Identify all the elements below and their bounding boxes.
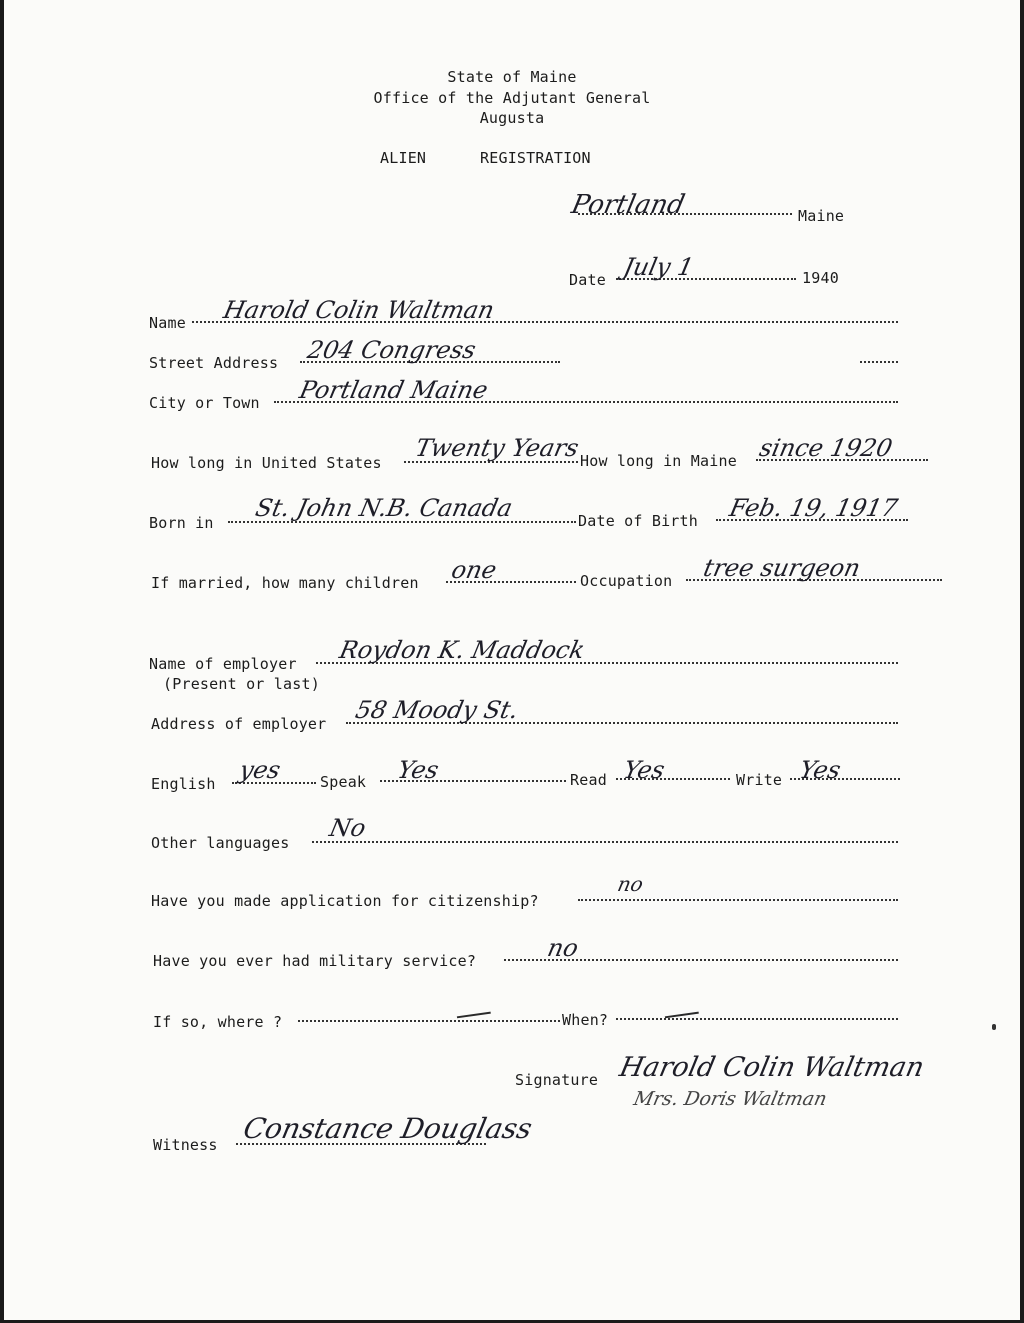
- how-long-maine-label: How long in Maine: [580, 452, 737, 470]
- employer-address-label: Address of employer: [151, 715, 327, 733]
- write-value: Yes: [797, 756, 844, 784]
- scan-border-left: [0, 0, 4, 1323]
- name-value: Harold Colin Waltman: [221, 296, 497, 324]
- speak-label: Speak: [320, 773, 367, 791]
- other-languages-dots: [312, 839, 898, 843]
- city-label: City or Town: [149, 394, 260, 412]
- occupation-label: Occupation: [580, 572, 673, 590]
- date-year: 1940: [802, 269, 839, 287]
- read-label: Read: [570, 771, 607, 789]
- scan-speck: [992, 1024, 996, 1030]
- signature-value: Harold Colin Waltman: [616, 1052, 927, 1083]
- header-city: Augusta: [479, 109, 545, 127]
- street-value: 204 Congress: [305, 336, 479, 364]
- citizenship-dots: [578, 897, 898, 901]
- military-value: no: [545, 934, 581, 962]
- signature-label: Signature: [515, 1071, 599, 1089]
- name-label: Name: [149, 314, 186, 332]
- born-in-label: Born in: [149, 514, 214, 532]
- place-dots: [578, 211, 792, 215]
- occupation-value: tree surgeon: [701, 554, 863, 582]
- employer-address-value: 58 Moody St.: [353, 696, 521, 724]
- when-dots: [616, 1016, 898, 1020]
- when-label: When?: [562, 1011, 609, 1029]
- date-value: July 1: [621, 253, 697, 281]
- write-label: Write: [736, 771, 783, 789]
- how-long-us-value: Twenty Years: [413, 434, 582, 462]
- witness-label: Witness: [153, 1136, 218, 1154]
- witness-value: Constance Douglass: [240, 1112, 535, 1145]
- city-value: Portland Maine: [297, 376, 491, 404]
- english-label: English: [151, 775, 216, 793]
- dob-value: Feb. 19, 1917: [727, 494, 901, 522]
- header-office: Office of the Adjutant General: [373, 89, 651, 107]
- street-dots-end: [860, 359, 898, 363]
- header-state: State of Maine: [447, 68, 577, 86]
- employer-value: Roydon K. Maddock: [337, 636, 588, 664]
- scan-border-right: [1020, 0, 1024, 1323]
- speak-value: Yes: [395, 756, 442, 784]
- how-long-maine-value: since 1920: [757, 434, 895, 462]
- military-label: Have you ever had military service?: [153, 952, 477, 970]
- place-value: Portland: [568, 190, 688, 220]
- how-long-us-label: How long in United States: [151, 454, 382, 472]
- signature-second: Mrs. Doris Waltman: [631, 1088, 829, 1110]
- street-label: Street Address: [149, 354, 279, 372]
- other-languages-value: No: [327, 814, 369, 842]
- english-value: yes: [237, 756, 284, 784]
- date-label: Date: [569, 271, 606, 289]
- citizenship-label: Have you made application for citizenship?: [151, 892, 539, 910]
- employer-sublabel: (Present or last): [163, 675, 320, 693]
- title-alien: ALIEN: [380, 149, 427, 167]
- where-dots: [298, 1018, 560, 1022]
- children-value: one: [449, 556, 500, 584]
- employer-label: Name of employer: [149, 655, 297, 673]
- where-label: If so, where ?: [153, 1013, 283, 1031]
- where-dash-mark: [455, 1000, 491, 1019]
- title-registration: REGISTRATION: [480, 149, 591, 167]
- children-label: If married, how many children: [151, 574, 419, 592]
- born-in-value: St. John N.B. Canada: [253, 494, 516, 522]
- dob-label: Date of Birth: [578, 512, 698, 530]
- other-languages-label: Other languages: [151, 834, 290, 852]
- citizenship-value: no: [615, 872, 646, 896]
- read-value: Yes: [621, 756, 668, 784]
- place-suffix: Maine: [798, 207, 845, 225]
